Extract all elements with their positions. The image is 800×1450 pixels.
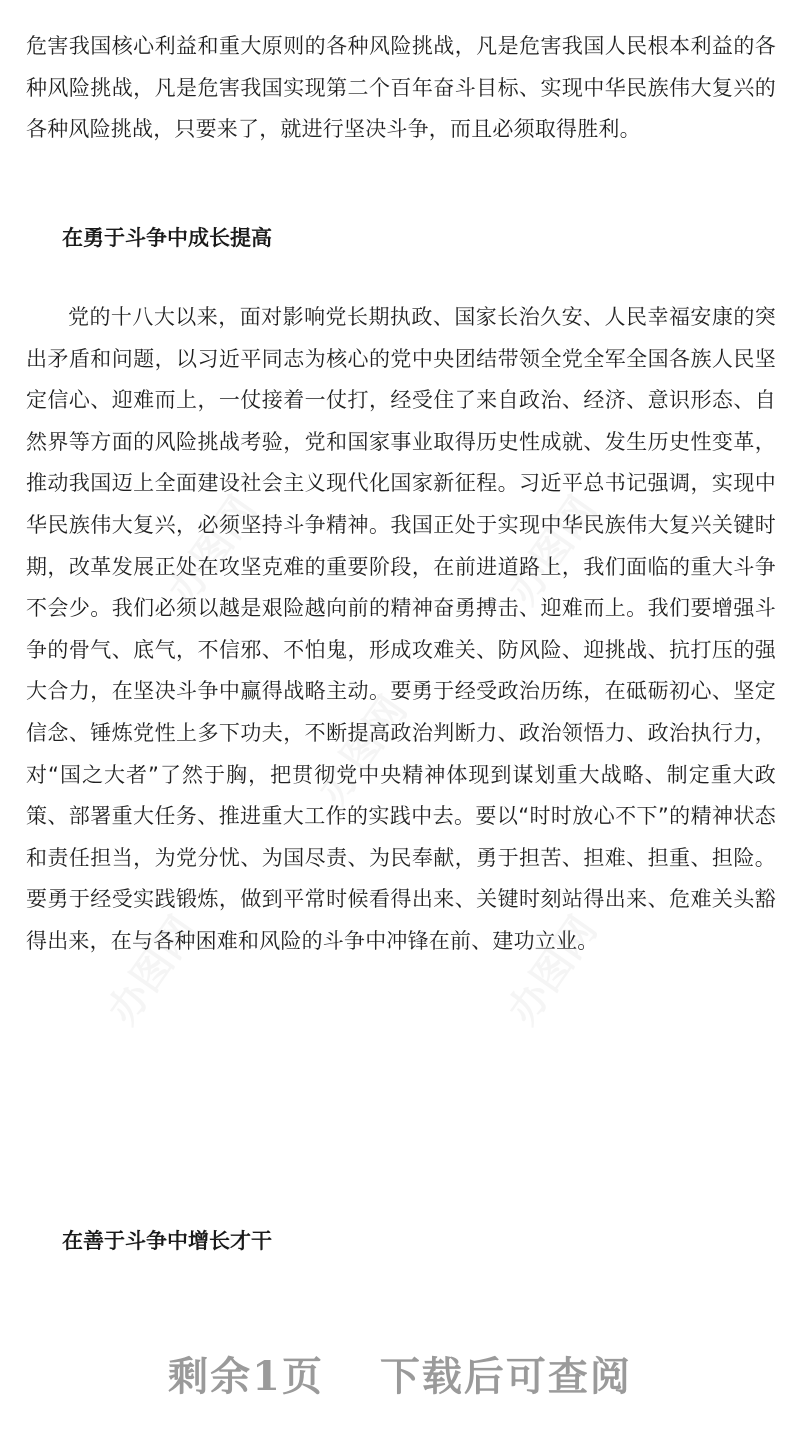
section-heading: 在勇于斗争中成长提高 xyxy=(62,226,272,250)
download-hint-label: 下载后可查阅 xyxy=(379,1353,632,1400)
watermark: 办图网 xyxy=(99,908,207,1033)
watermark: 办图网 xyxy=(499,908,607,1033)
paragraph: 危害我国核心利益和重大原则的各种风险挑战，凡是危害我国人民根本利益的各种风险挑战，凡是危害我国实现第二个百年奋斗目标、实现中华民族伟大复兴的各种风险挑战，只要来了，就进行坚决斗争，而且必须取得胜利。 xyxy=(26,34,776,142)
watermark: 办图网 xyxy=(499,488,607,613)
watermark: 办图网 xyxy=(309,688,417,813)
paragraph: 党的十八大以来，面对影响党长期执政、国家长治久安、人民幸福安康的突出矛盾和问题，以习近平同志为核心的党中央团结带领全党全军全国各族人民坚定信心、迎难而上，一仗接着一仗打，经受住了来自政治、经济、意识形态、自然界等方面的风险挑战考验，党和国家事业取得历史性成就、发生历史性变革，推动我国迈上全面建设社会主义现代化国家新征程。习近平总书记强调，实现中华民族伟大复兴，必须坚持斗争精神。我国正处于实现中华民族伟大复兴关键时期，改革发展正处在攻坚克难的重要阶段，在前进道路上，我们面临的重大斗争不会少。我们必须以越是艰险越向前的精神奋勇搏击、迎难而上。我们要增强斗争的骨气、底气，不信邪、不怕鬼，形成攻难关、防风险、迎挑战、抗打压的强大合力，在坚决斗争中赢得战略主动。要勇于经受政治历练，在砥砺初心、坚定信念、锤炼党性上多下功夫，不断提高政治判断力、政治领悟力、政治执行力，对“国之大者”了然于胸，把贯彻党中央精神体现到谋划重大战略、制定重大政策、部署重大任务、推进重大工作的实践中去。要以“时时放心不下”的精神状态和责任担当，为党分忧、为国尽责、为民奉献，勇于担苦、担难、担重、担险。要勇于经受实践锻炼，做到平常时候看得出来、关键时刻站得出来、危难关头豁得出来，在与各种困难和风险的斗争中冲锋在前、建功立业。 xyxy=(26,305,776,953)
download-prompt[interactable] xyxy=(0,1345,800,1402)
watermark: 办图网 xyxy=(159,488,267,613)
section-heading: 在善于斗争中增长才干 xyxy=(62,1229,272,1253)
remaining-pages-label: 剩余1页 xyxy=(168,1353,324,1400)
